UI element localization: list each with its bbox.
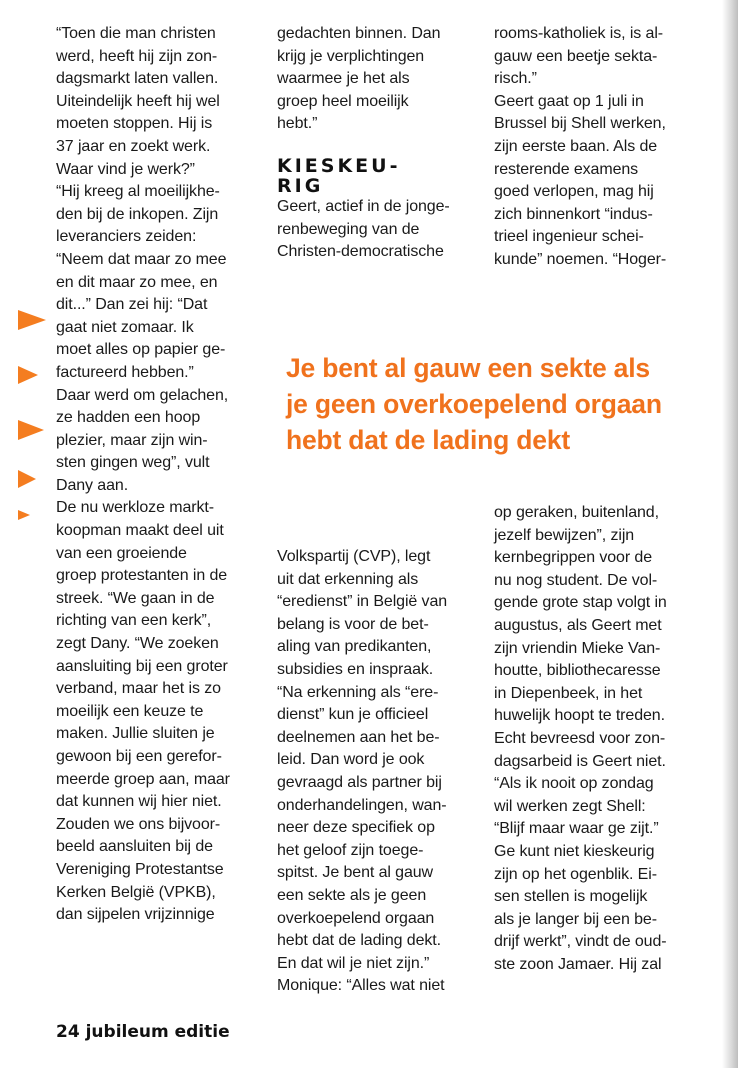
text-line: gauw een beetje sekta- — [494, 47, 658, 65]
arrow-icon — [18, 420, 44, 440]
text-line: renbeweging van de — [277, 220, 420, 238]
text-line: subsidies en inspraak. — [277, 660, 434, 678]
footer-section-title: jubileum editie — [85, 1022, 230, 1042]
text-line: Zouden we ons bijvoor- — [56, 815, 221, 833]
arrow-icon — [18, 310, 46, 330]
pull-quote — [286, 350, 706, 458]
text-line: zich binnenkort “indus- — [494, 205, 653, 223]
text-line: dienst” kun je officieel — [277, 706, 429, 724]
text-line: augustus, als Geert met — [494, 616, 662, 634]
text-line: koopman maakt deel uit — [56, 522, 224, 540]
text-line: gevraagd als partner bij — [277, 773, 442, 791]
text-line: 37 jaar en zoekt werk. — [56, 137, 211, 155]
text-line: zijn eerste baan. Als de — [494, 137, 658, 155]
text-line: onderhandelingen, wan- — [277, 796, 447, 814]
pull-quote-line: Je bent al gauw een sekte als — [286, 353, 650, 383]
text-line: resterende examens — [494, 160, 639, 178]
text-line: dagsarbeid is Geert niet. — [494, 752, 666, 770]
text-line: aling van predikanten, — [277, 638, 432, 656]
text-line: rooms-katholiek is, is al- — [494, 25, 664, 42]
text-line: beeld aansluiten bij de — [56, 838, 213, 856]
text-line: van een groeiende — [56, 544, 187, 562]
text-line: “Hij kreeg al moeilijkhe- — [56, 183, 220, 201]
text-line: Waar vind je werk?” — [56, 160, 195, 178]
text-line: Daar werd om gelachen, — [56, 386, 229, 404]
text-line: gewoon bij een gerefor- — [56, 748, 222, 765]
article-column-1 — [56, 23, 264, 927]
page-footer — [56, 1022, 230, 1042]
text-line: nu nog student. De vol- — [494, 571, 658, 589]
pull-quote-line: je geen overkoepelend orgaan — [286, 389, 662, 419]
text-line: Echt bevreesd voor zon- — [494, 729, 666, 747]
text-line: richting van een kerk”, — [56, 612, 212, 630]
page-number: 24 — [56, 1022, 80, 1042]
text-line: leveranciers zeiden: — [56, 228, 197, 246]
text-line: hebt dat de lading dekt. — [277, 932, 441, 950]
text-line: Uiteindelijk heeft hij wel — [56, 92, 220, 110]
text-line: “Toen die man christen — [56, 25, 216, 42]
text-line: kunde” noemen. “Hoger- — [494, 250, 667, 268]
text-line: krijg je verplichtingen — [277, 47, 425, 65]
text-line: spitst. Je bent al gauw — [277, 864, 434, 882]
article-column-3-top — [494, 23, 704, 272]
article-column-2-top — [277, 23, 477, 264]
text-line: zijn op het ogenblik. Ei- — [494, 865, 657, 883]
text-line: Brussel bij Shell werken, — [494, 115, 666, 133]
text-line: sten gingen weg”, vult — [56, 454, 210, 472]
text-line: “eredienst” in België van — [277, 593, 448, 611]
text-line: drijf werkt”, vindt de oud- — [494, 933, 667, 951]
text-line: dan sijpelen vrijzinnige — [56, 906, 215, 924]
text-line: huwelijk hoopt te treden. — [494, 707, 665, 725]
text-line: meerde groep aan, maar — [56, 770, 230, 788]
text-line: deelnemen aan het be- — [277, 728, 440, 746]
text-line: Volkspartij (CVP), legt — [277, 548, 431, 565]
section-subheading — [277, 156, 477, 196]
text-line: “Als ik nooit op zondag — [494, 775, 654, 793]
text-line: moeten stoppen. Hij is — [56, 115, 213, 133]
text-line: “Neem dat maar zo mee — [56, 250, 227, 268]
text-line: belang is voor de bet- — [277, 615, 429, 633]
text-line: kernbegrippen voor de — [494, 549, 653, 567]
text-line: verband, maar het is zo — [56, 680, 221, 698]
text-line: als je langer bij een be- — [494, 910, 657, 928]
text-line: De nu werkloze markt- — [56, 499, 214, 517]
text-line: gedachten binnen. Dan — [277, 25, 441, 42]
text-line: houtte, bibliothecaresse — [494, 662, 661, 680]
text-line: den bij de inkopen. Zijn — [56, 205, 219, 223]
text-line: aansluiting bij een groter — [56, 657, 228, 675]
text-line: overkoepelend orgaan — [277, 909, 435, 927]
arrow-icon — [18, 470, 36, 488]
arrow-icon — [18, 366, 38, 384]
text-line: zegt Dany. “We zoeken — [56, 635, 219, 653]
text-line: wil werken zegt Shell: — [494, 797, 646, 815]
pull-quote-line: hebt dat de lading dekt — [286, 425, 570, 455]
text-line: plezier, maar zijn win- — [56, 431, 208, 449]
text-line: leid. Dan word je ook — [277, 751, 425, 769]
page-edge-shadow — [722, 0, 738, 1068]
text-line: op geraken, buitenland, — [494, 504, 659, 521]
text-line: Monique: “Alles wat niet — [277, 977, 445, 995]
text-line: “Na erkenning als “ere- — [277, 683, 439, 701]
text-line: groep heel moeilijk — [277, 92, 409, 110]
text-line: Ge kunt niet kieskeurig — [494, 842, 655, 860]
text-line: het geloof zijn toege- — [277, 841, 424, 859]
text-line: moeilijk een keuze te — [56, 702, 204, 720]
text-line: uit dat erkenning als — [277, 570, 419, 588]
text-line: “Blijf maar waar ge zijt.” — [494, 820, 659, 838]
subheading-line: KIESKEU- — [277, 154, 401, 177]
text-line: in Diepenbeek, in het — [494, 684, 643, 702]
text-line: dat kunnen wij hier niet. — [56, 793, 222, 811]
text-line: Geert, actief in de jonge- — [277, 197, 450, 215]
text-line: waarmee je het als — [277, 70, 410, 88]
text-line: gende grote stap volgt in — [494, 594, 667, 612]
text-line: Dany aan. — [56, 476, 129, 494]
text-line: Christen-democratische — [277, 243, 444, 261]
text-line: werd, heeft hij zijn zon- — [56, 47, 218, 65]
text-line: jezelf bewijzen”, zijn — [494, 526, 635, 544]
text-line: een sekte als je geen — [277, 886, 427, 904]
text-line: risch.” — [494, 70, 537, 88]
text-line: zijn vriendin Mieke Van- — [494, 639, 661, 657]
article-column-2-bottom — [277, 546, 477, 998]
subheading-line: RIG — [277, 174, 324, 197]
arrow-icon — [18, 510, 30, 520]
text-line: streek. “We gaan in de — [56, 589, 215, 607]
article-column-3-bottom — [494, 502, 704, 976]
text-line: hebt.” — [277, 115, 318, 133]
text-line: maken. Jullie sluiten je — [56, 725, 215, 743]
text-line: Vereniging Protestantse — [56, 860, 224, 878]
text-line: goed verlopen, mag hij — [494, 183, 654, 201]
text-line: dit...” Dan zei hij: “Dat — [56, 296, 208, 314]
text-line: neer deze specifiek op — [277, 819, 435, 837]
text-line: sen stellen is mogelijk — [494, 888, 648, 906]
text-line: en dit maar zo mee, en — [56, 273, 218, 291]
text-line: dagsmarkt laten vallen. — [56, 70, 219, 88]
text-line: gaat niet zomaar. Ik — [56, 318, 194, 336]
text-line: groep protestanten in de — [56, 567, 228, 585]
text-line: En dat wil je niet zijn.” — [277, 954, 430, 972]
text-line: Kerken België (VPKB), — [56, 883, 216, 901]
text-line: trieel ingenieur schei- — [494, 228, 644, 246]
text-line: Geert gaat op 1 juli in — [494, 92, 644, 110]
text-line: ze hadden een hoop — [56, 409, 201, 427]
text-line: ste zoon Jamaer. Hij zal — [494, 955, 662, 973]
text-line: moet alles op papier ge- — [56, 341, 226, 359]
text-line: factureerd hebben.” — [56, 363, 194, 381]
